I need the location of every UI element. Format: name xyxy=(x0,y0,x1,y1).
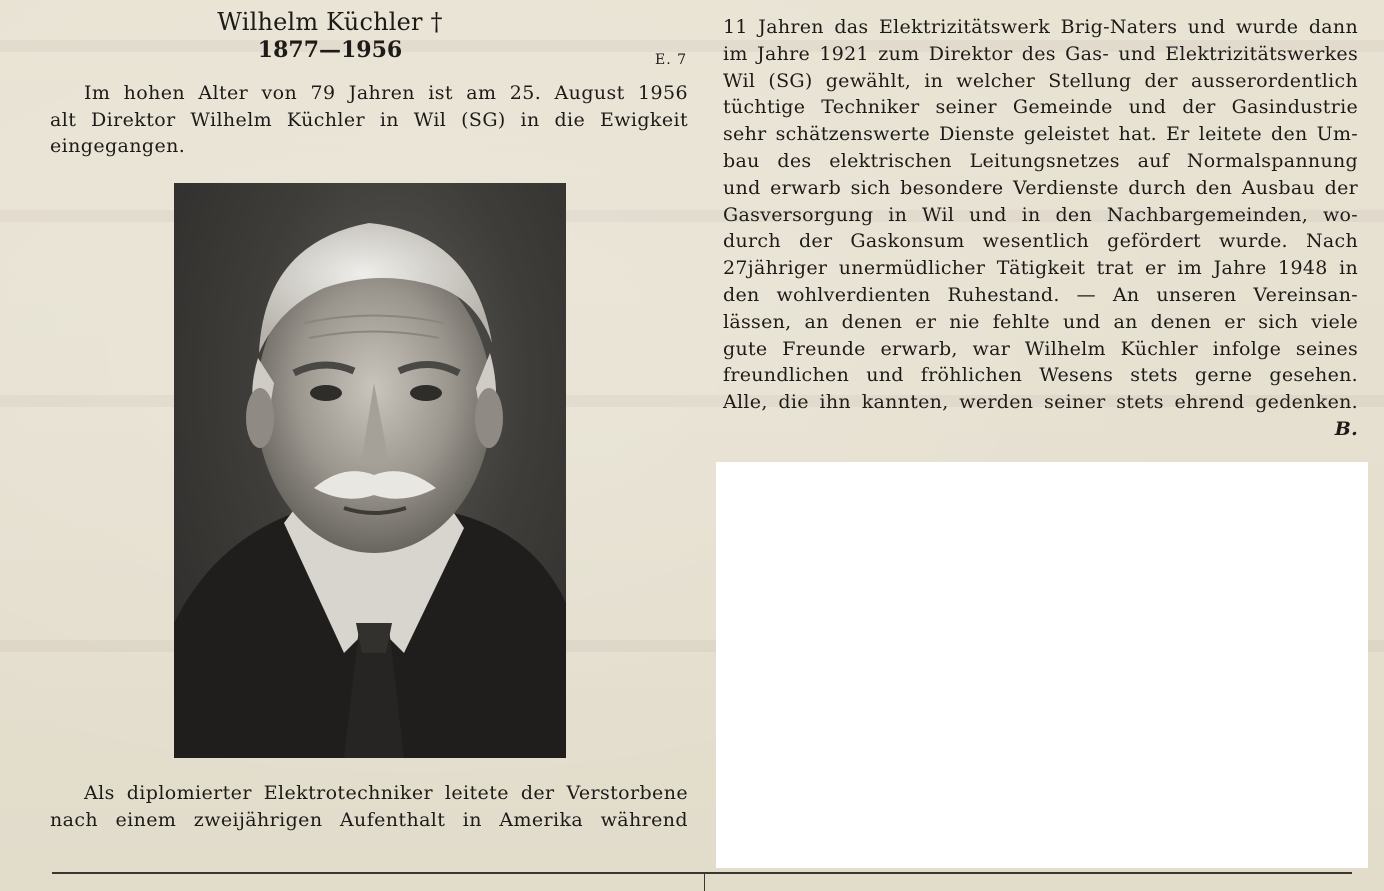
column-divider xyxy=(704,872,705,891)
intro-line: eingegangen. xyxy=(50,135,186,157)
body-line: bau des elektrischen Leitungsnetzes auf Normalspannung xyxy=(723,149,1358,172)
page-reference: E. 7 xyxy=(655,52,688,68)
caption-line: Als diplomierter Elektrotechniker leitete der Verstorbene xyxy=(84,782,688,804)
footer-rule xyxy=(52,872,1352,874)
portrait-photo xyxy=(174,183,566,758)
body-line: sehr schätzenswerte Dienste geleistet hat. Er leitete den Um- xyxy=(723,123,1358,146)
body-line: im Jahre 1921 zum Direktor des Gas- und Elektrizitätswerkes xyxy=(723,42,1358,65)
caption-line: nach einem zweijährigen Aufenthalt in Amerika während xyxy=(50,809,688,831)
caption-paragraph xyxy=(50,780,688,834)
blank-area xyxy=(716,462,1368,868)
author-signature: B. xyxy=(1334,417,1358,440)
intro-paragraph xyxy=(50,80,688,160)
body-line: Gasversorgung in Wil und in den Nachbargemeinden, wo- xyxy=(723,203,1358,226)
intro-line: alt Direktor Wilhelm Küchler in Wil (SG) in die Ewigkeit xyxy=(50,108,688,131)
body-line: Alle, die ihn kannten, werden seiner stets ehrend gedenken. xyxy=(723,391,1358,414)
body-line: tüchtige Techniker seiner Gemeinde und der Gasindustrie xyxy=(723,96,1358,119)
intro-line: Im hohen Alter von 79 Jahren ist am 25. August 1956 xyxy=(84,82,688,104)
body-line: gute Freunde erwarb, war Wilhelm Küchler infolge seines xyxy=(723,337,1358,360)
body-line: den wohlverdienten Ruhestand. — An unseren Vereinsan- xyxy=(723,283,1358,306)
right-column xyxy=(723,14,1358,443)
body-line: 27jähriger unermüdlicher Tätigkeit trat er im Jahre 1948 in xyxy=(723,257,1358,280)
body-line: 11 Jahren das Elektrizitätswerk Brig-Naters und wurde dann xyxy=(723,16,1358,38)
obituary-years: 1877—1956 xyxy=(257,37,403,63)
body-line: freundlichen und fröhlichen Wesens stets gerne gesehen. xyxy=(723,364,1358,387)
body-line: durch der Gaskonsum wesentlich gefördert wurde. Nach xyxy=(723,230,1358,253)
left-column xyxy=(50,8,690,157)
obituary-title: Wilhelm Küchler † xyxy=(217,8,443,36)
body-line: und erwarb sich besondere Verdienste durch den Ausbau der xyxy=(723,176,1358,199)
body-line: lässen, an denen er nie fehlte und an denen er sich viele xyxy=(723,310,1358,333)
portrait-icon xyxy=(174,183,566,758)
body-line: Wil (SG) gewählt, in welcher Stellung der ausserordentlich xyxy=(723,69,1358,92)
